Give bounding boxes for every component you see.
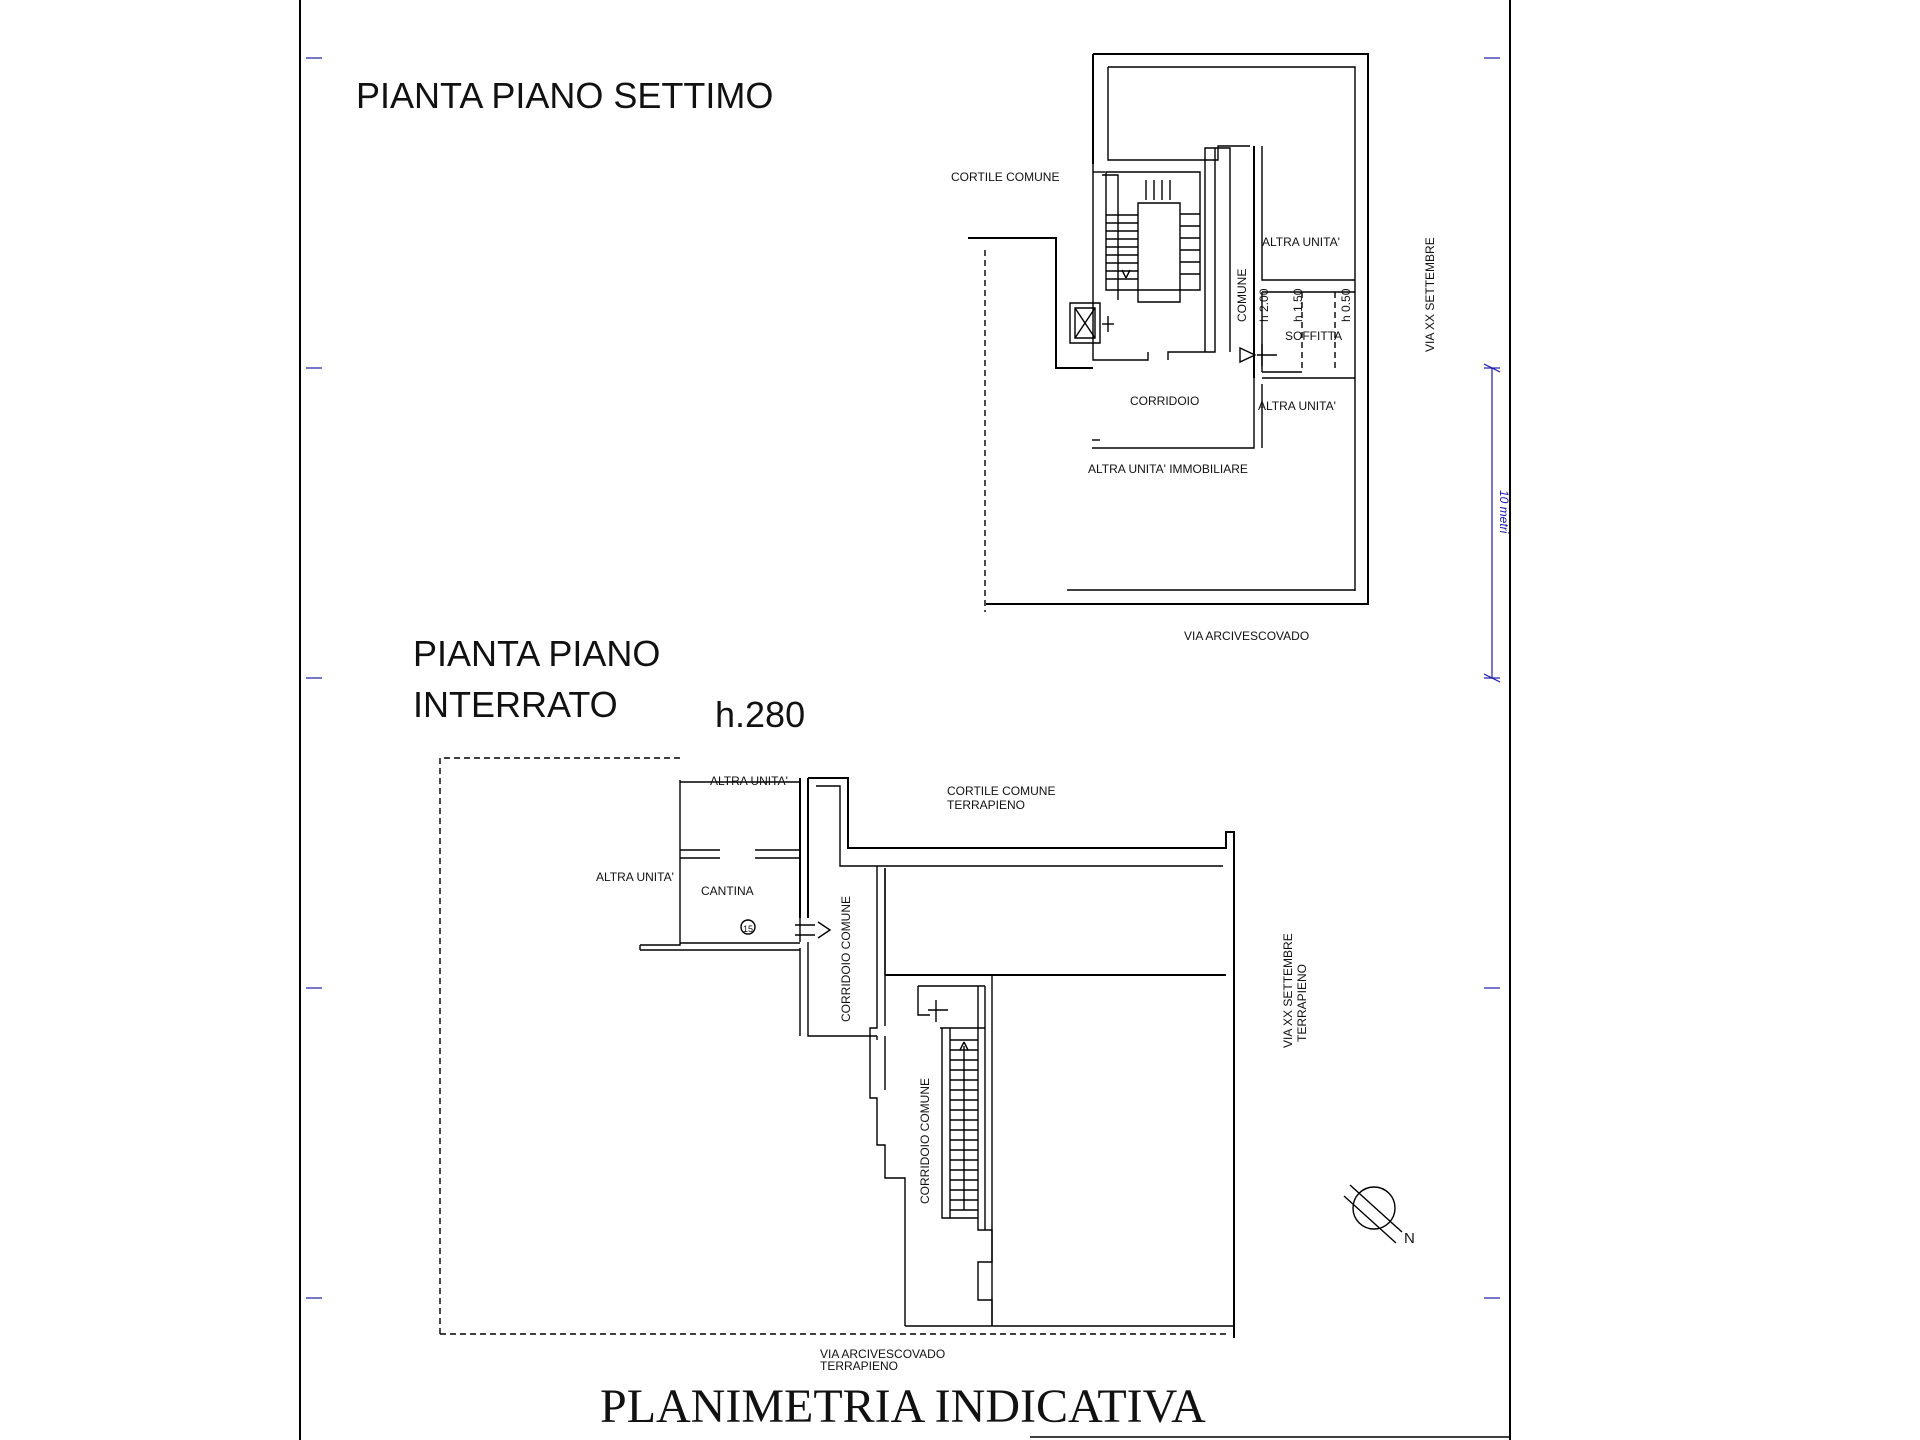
label-soffitta: SOFFITTA: [1285, 329, 1343, 343]
stair-treads-7: [1106, 180, 1200, 279]
label-terrapieno-b-right: TERRAPIENO: [1295, 963, 1309, 1042]
label-altra-unita-b-left: ALTRA UNITA': [596, 870, 674, 884]
label-altra-unita-7-top: ALTRA UNITA': [1262, 235, 1340, 249]
seventh-floor-title: PIANTA PIANO SETTIMO: [356, 75, 774, 116]
basement-height: h.280: [715, 694, 806, 735]
basement-title-line1: PIANTA PIANO: [413, 633, 661, 674]
label-corridoio-comune-2: CORRIDOIO COMUNE: [918, 1078, 932, 1204]
north-label: N: [1404, 1230, 1415, 1247]
label-terrapieno-b-bottom: TERRAPIENO: [820, 1359, 899, 1373]
label-cortile-comune-7: CORTILE COMUNE: [951, 170, 1060, 184]
label-altra-unita-immobiliare: ALTRA UNITA' IMMOBILIARE: [1088, 462, 1248, 476]
label-h150: h 1.50: [1291, 288, 1305, 322]
basement-title-line2: INTERRATO: [413, 684, 618, 725]
stair-treads-basement: [950, 1040, 978, 1210]
label-via-settembre-b: VIA XX SETTEMBRE: [1281, 933, 1295, 1048]
label-cortile-comune-b: CORTILE COMUNE: [947, 784, 1056, 798]
basement-plan: [440, 758, 1234, 1338]
label-cantina-number: 15: [743, 924, 754, 934]
label-cantina: CANTINA: [701, 884, 754, 898]
label-comune-7: COMUNE: [1235, 268, 1249, 322]
label-h200: h 2.00: [1257, 288, 1271, 322]
north-arrow-icon: [1344, 1185, 1402, 1243]
label-altra-unita-7-mid: ALTRA UNITA': [1258, 399, 1336, 413]
label-via-arcivescovado-7: VIA ARCIVESCOVADO: [1184, 629, 1310, 643]
label-h050: h 0.50: [1339, 288, 1353, 322]
main-title: PLANIMETRIA INDICATIVA: [600, 1380, 1206, 1433]
label-terrapieno-b-top: TERRAPIENO: [947, 798, 1026, 812]
scale-bar: [1484, 364, 1511, 682]
label-altra-unita-b-top: ALTRA UNITA': [710, 774, 788, 788]
label-corridoio-comune-1: CORRIDOIO COMUNE: [839, 896, 853, 1022]
scale-label: 10 metri: [1497, 490, 1511, 534]
label-via-settembre-7: VIA XX SETTEMBRE: [1423, 237, 1437, 352]
label-via-arcivescovado-b: VIA ARCIVESCOVADO: [820, 1347, 946, 1361]
label-corridoio-7: CORRIDOIO: [1130, 394, 1200, 408]
